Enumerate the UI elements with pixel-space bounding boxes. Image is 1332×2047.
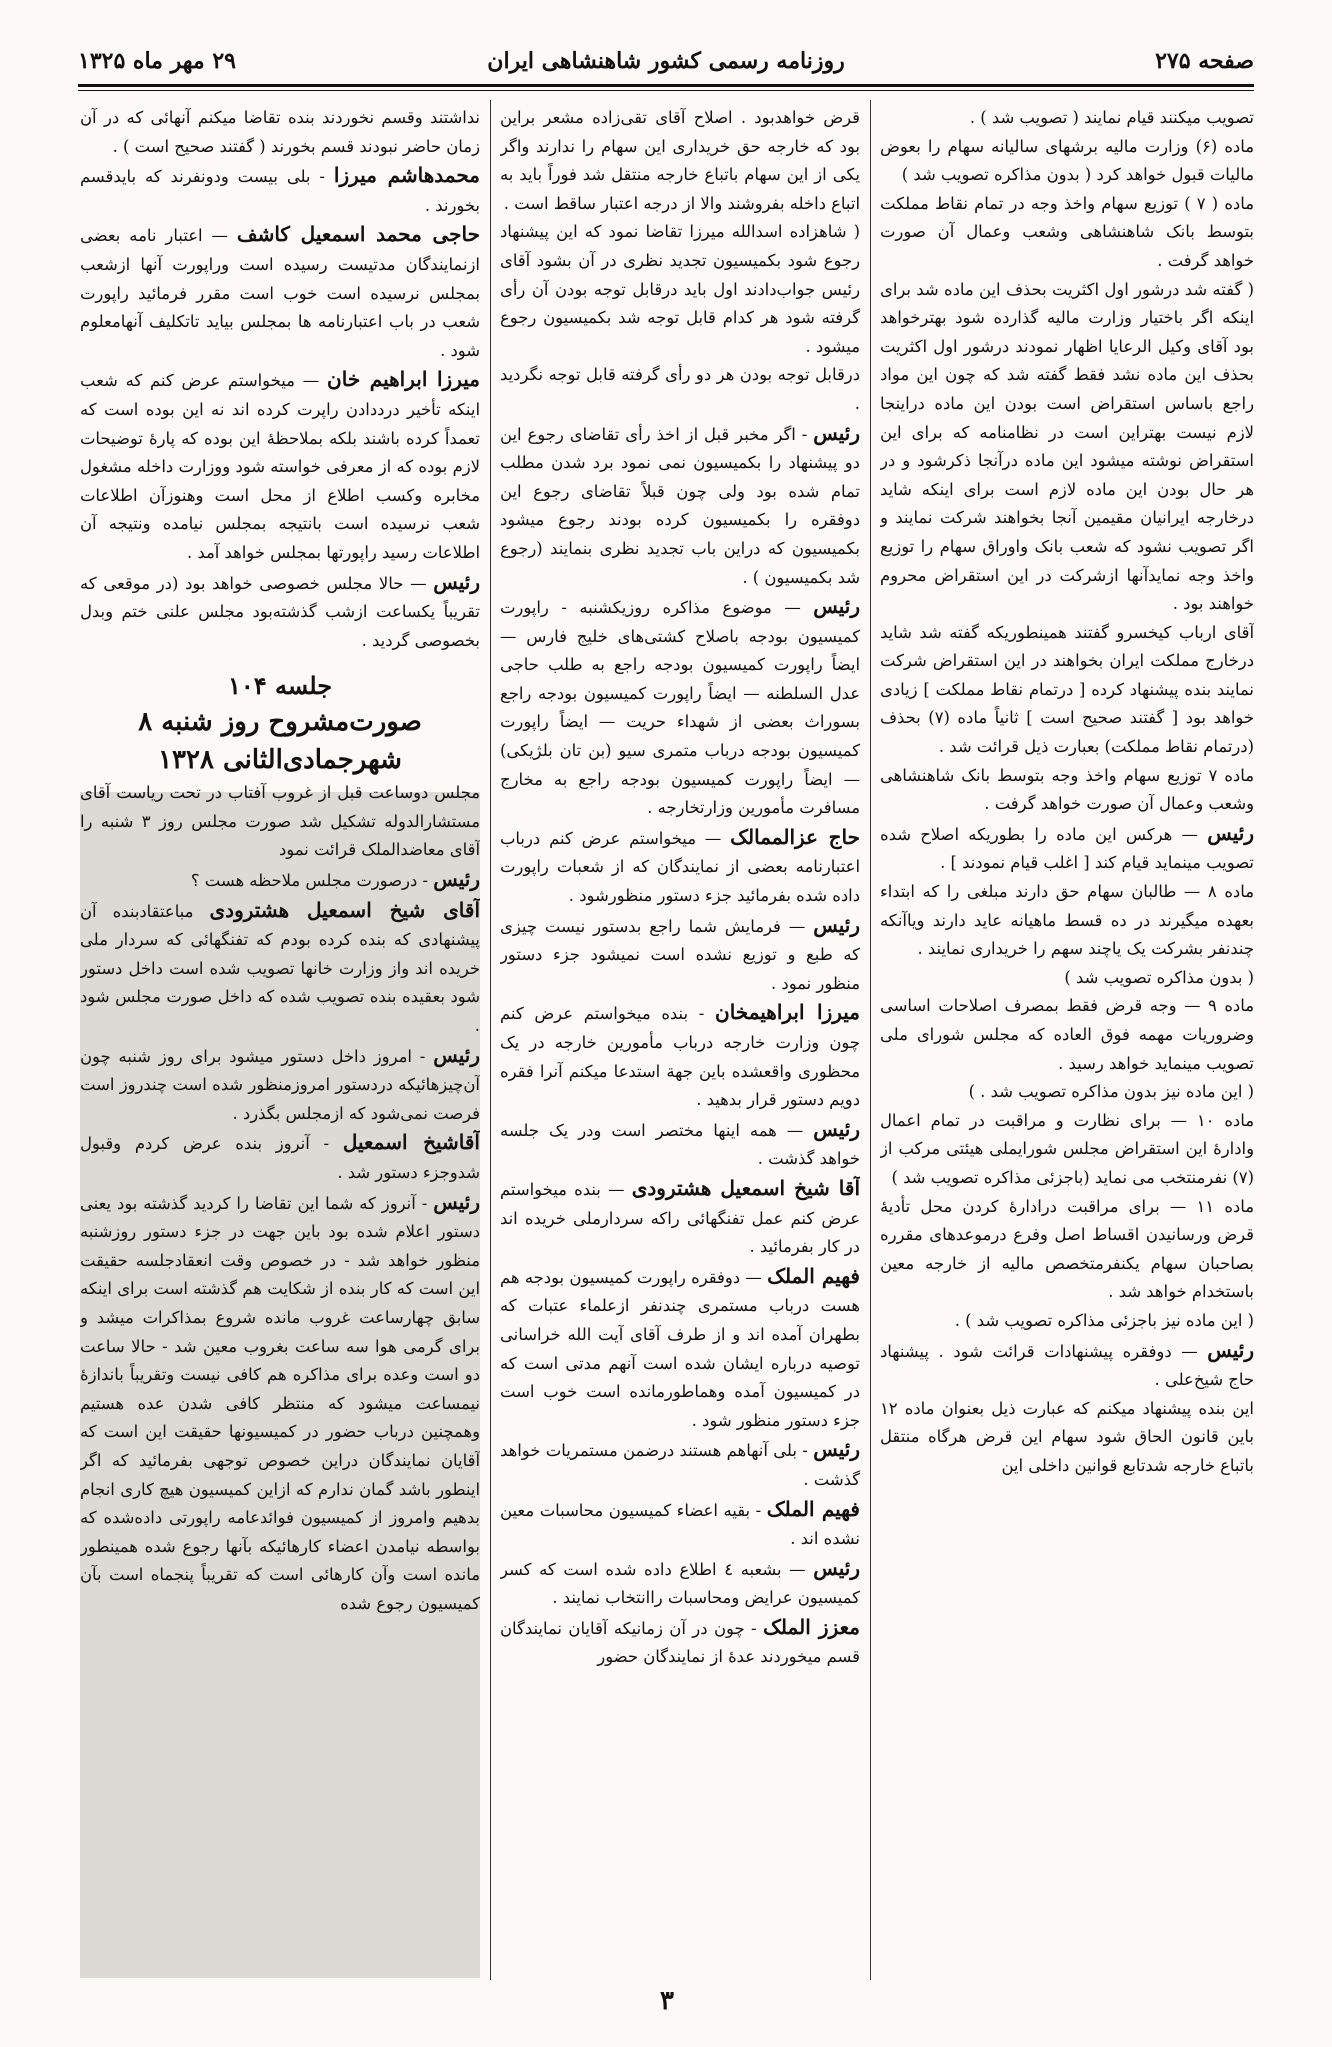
paragraph-text: ( گفته شد درشور اول اکثریت بحذف این ماده شد برای اینکه اگر باختیار وزارت مالیه گذارده شود بهترخواهد بود آقای وکیل الرعایا اظهار نمودند درشور اول اکثریت بحذف این ماده نشد فقط گفته شد که چون این مواد راجع باساس استقراض است بودن این ماده دراینجا لازم نیست بهتراین است در نظامنامه که برای این استقراض نوشته میشود این ماده درآنجا ذکرشود و در هر حال بودن این ماده لازم است برای اینکه شاید درخارجه ایرانیان مقیمین آنجا بخواهند شرکت نمایند و اگر تصویب نشود که شعب بانک واوراق سهام را توزیع واخذ وجه نمایدآنها ازشرکت در این استقراض محروم خواهند بود . xyxy=(880,279,1254,614)
paragraph-text: ماده ۷ توزیع سهام واخذ وجه بتوسط بانک شاهنشاهی وشعب وعمال آن صورت خواهد گرفت . xyxy=(880,765,1254,814)
page-number: ۳ xyxy=(660,1986,674,2016)
paragraph-text: نداشتند وقسم نخوردند بنده تقاضا میکنم آنهائی که در آن زمان حاضر نبودند قسم بخورند ( گفتند صحیح است ) . xyxy=(80,108,480,156)
speaker-name: رئیس xyxy=(433,867,480,892)
paragraph xyxy=(500,911,860,999)
paragraph-text: ( این ماده نیز باجزئی مذاکره تصویب شد ) . xyxy=(954,1310,1254,1330)
paragraph-text: درقابل توجه بودن هر دو رأی گرفته قابل توجه نگردید . xyxy=(500,365,860,413)
paragraph-text: — بنده میخواستم عرض کنم عمل تفنگهائی راکه سردارملی خریده اند در کار بفرمائید . xyxy=(500,1179,860,1257)
speaker-name: میرزا ابراهیمخان xyxy=(715,1000,860,1025)
paragraph xyxy=(500,823,860,911)
paragraph-text: - بنده میخواستم عرض کنم چون وزارت خارجه درباب مأمورین خارجه در یک محظوری واقعشده باین جهة استدعا میکنم آنرا فقره دویم دستور قرار بدهید . xyxy=(500,1004,860,1110)
speaker-name: حاج عزالممالک xyxy=(730,824,860,849)
speaker-name: حاجی محمد اسمعیل کاشف xyxy=(236,222,480,247)
speaker-name: آقاشیخ اسمعیل xyxy=(342,1130,480,1155)
paragraph-text: - اگر مخبر قبل از اخذ رأی تقاضای رجوع این دو پیشنهاد را بکمیسیون نمی نمود برد شدن مطلب تمام شده بود ولی چون قبلاً تقاضای رجوع این دوفقره را بکمیسیون کرده بودند رجوع میشود بکمیسیون که دراین باب تجدید نظری بنمایند (رجوع شد بکمیسیون ) . xyxy=(500,424,860,587)
paragraph-text: — بشعبه ٤ اطلاع داده شده است که کسر کمیسیون عرایض ومحاسبات راانتخاب نمایند . xyxy=(500,1559,860,1608)
paragraph xyxy=(500,998,860,1114)
paragraph xyxy=(500,592,860,823)
paragraph-text: ( شاهزاده اسدالله میرزا تقاضا نمود که این پیشنهاد رجوع شود بکمیسیون تجدید نظری در آن بشود آقای رئیس جواب‌دادند اول باید درقابل توجه بودن آن رأی گرفته شود هر کدام قابل توجه شد بکمیسیون رجوع میشود . xyxy=(500,222,860,356)
paragraph-text: قرض خواهدبود . اصلاح آقای تقی‌زاده مشعر براین بود که خارجه حق خریداری این سهام را ندارند واگر یکی از این سهام باتباع خارجه منتقل شد فوراً باید به اتباع داخله بفروشند والا از درجه اعتبار ساقط است . xyxy=(500,108,860,213)
paragraph xyxy=(880,1078,1254,1107)
paragraph xyxy=(880,1193,1254,1307)
session-subtitle-1: صورت‌مشروح روز شنبه ۸ xyxy=(138,707,422,738)
left-column xyxy=(80,104,480,1974)
paragraph-text: - بقیه اعضاء کمیسیون محاسبات معین نشده اند . xyxy=(500,1500,860,1549)
paragraph-text: ماده ( ۷ ) توزیع سهام واخذ وجه در تمام نقاط مملکت بتوسط بانک شاهنشاهی وشعب وعمال آن صورت خواهد گرفت . xyxy=(880,193,1254,270)
paragraph xyxy=(880,819,1254,878)
paragraph xyxy=(500,1262,860,1436)
paragraph-text: ماده ۸ — طالبان سهام حق دارند مبلغی را که ابتداء بعهده میگیرند در ده قسط ماهیانه عاید دارند ویاآنکه چندنفر بشرکت یک یاچند سهم را خریداری نمایند . xyxy=(880,882,1254,959)
paragraph-text: — دوفقره پیشنهادات قرائت شود . پیشنهاد حاج شیخ‌علی . xyxy=(880,1341,1254,1390)
paragraph-text: - درصورت مجلس ملاحظه هست ؟ xyxy=(190,871,429,891)
paragraph xyxy=(80,1041,480,1129)
paragraph xyxy=(80,896,480,1041)
paragraph xyxy=(880,276,1254,619)
speaker-name: رئیس xyxy=(813,594,860,619)
newspaper-title: روزنامه رسمی کشور شاهنشاهی ایران xyxy=(487,48,845,74)
session-heading xyxy=(80,669,480,779)
paragraph xyxy=(500,419,860,593)
header-rule-thin xyxy=(78,90,1254,91)
paragraph-text: ماده (۶) وزارت مالیه برشهای سالیانه سهام را بعوض مالیات قبول خواهد کرد ( بدون مذاکره تصویب شد ) xyxy=(880,136,1254,185)
column-divider-right xyxy=(870,100,871,1980)
paragraph xyxy=(500,1554,860,1613)
paragraph xyxy=(880,133,1254,190)
paragraph xyxy=(880,1307,1254,1336)
column-divider-left xyxy=(490,100,491,1980)
speaker-name: رئیس xyxy=(433,569,480,594)
paragraph-text: مجلس دوساعت قبل از غروب آفتاب در تحت ریاست آقای مستشارالدوله تشکیل شد صورت مجلس روز ۳ شنبه را آقای معاضدالملک قرائت نمود xyxy=(80,783,480,860)
paragraph-text: — موضوع مذاکره روزیکشنبه - راپورت کمیسیون بودجه باصلاح کشتی‌های خلیج فارس — ایضاً راپورت کمیسیون بودجه راجع به طلب حاجی عدل السلطنه — ایضاً راپورت کمیسیون بودجه راجع بسوراث بعضی از شهداء حریت — ایضاً راپورت کمیسیون بودجه درباب متمری سیو (بن تان بلژیکی) — ایضاً راپورت کمیسیون بودجه راجع به مخارج مسافرت مأمورین وزارتخارجه . xyxy=(500,598,860,818)
paragraph xyxy=(80,104,480,161)
paragraph-text: — میخواستم عرض کنم که شعب اینکه تأخیر درددادن راپرت کرده اند نه این بوده است که تعمداً کرده باشند بلکه بملاحظهٔ این بوده که پارهٔ توضیحات لازم بوده که از معرفی خواسته شود ووزارت داخله مشغول مخابره وکسب اطلاع از محل است وهنوزآن اطلاعات شعب نرسیده است بانتیجه بمجلس نیامده ونتیجه آن اطلاعات رسید راپورتها بمجلس خواهد آمد . xyxy=(80,371,480,562)
paragraph-text: - بلی بیست ودونفرند که بایدقسم بخورند . xyxy=(80,167,480,215)
header-rule-thick xyxy=(78,84,1254,87)
paragraph xyxy=(880,878,1254,964)
paragraph xyxy=(80,1188,480,1619)
paragraph-text: - چون در آن زمانیکه آقایان نمایندگان قسم میخوردند عدهٔ از نمایندگان حضور xyxy=(500,1618,860,1667)
paragraph xyxy=(500,1495,860,1554)
paragraph-text: — اعتبار نامه بعضی ازنمایندگان مدتیست رسیده است وراپورت آنها ازشعب بمجلس نرسیده است خوب است مقرر فرمائید راپورت شعب در باب اعتبارنامه ها بمجلس بیاید تاتکلیف آنهامعلوم شود . xyxy=(80,226,480,360)
paragraph xyxy=(880,1395,1254,1481)
speaker-name: رئیس xyxy=(813,1116,860,1141)
paragraph-text: — حالا مجلس خصوصی خواهد بود (در موقعی که تقریباً یکساعت ازشب گذشته‌بود مجلس علنی ختم وبدل بخصوصی گردید . xyxy=(80,573,480,650)
speaker-name: رئیس xyxy=(1207,1337,1254,1362)
paragraph xyxy=(880,964,1254,993)
paragraph-text: — فرمایش شما راجع بدستور نیست چیزی که طبع و توزیع نشده است نمیشود جزء دستور منظور نمود . xyxy=(500,916,860,993)
paragraph xyxy=(880,762,1254,819)
issue-date: ۲۹ مهر ماه ۱۳۲۵ xyxy=(78,48,236,74)
paragraph xyxy=(880,1336,1254,1395)
paragraph xyxy=(500,1613,860,1672)
session-subtitle-2: شهرجمادی‌الثانی ۱۳۲۸ xyxy=(158,745,402,776)
speaker-name: آقا شیخ اسمعیل هشترودی xyxy=(631,1175,860,1200)
paragraph xyxy=(880,619,1254,762)
paragraph-text: ماده ۱۰ — برای نظارت و مراقبت در تمام اعمال وادارهٔ این استقراض مجلس شورایملی هیئتی مرکب از (۷) نفرمنتخب می نماید (باجزئی مذاکره تصویب شد ) xyxy=(880,1110,1254,1187)
paragraph-text: — هرکس این ماده را بطوریکه اصلاح شده تصویب مینماید قیام کند [ اغلب قیام نمودند ] . xyxy=(880,824,1254,873)
speaker-name: رئیس xyxy=(813,1437,860,1462)
paragraph xyxy=(880,104,1254,133)
paragraph-text: آقای ارباب کیخسرو گفتند همینطوریکه گفته شد شاید درخارج مملکت ایران بخواهند در این استقراض شرکت نمایند بنده پیشنهاد کرده [ درتمام نقاط مملکت ] زیادی خواهد بود [ گفتند صحیح است ] ثانیاً ماده (۷) بحذف (درتمام نقاط مملکت) بعبارت ذیل قرائت شد . xyxy=(880,622,1254,757)
paragraph-text: ( بدون مذاکره تصویب شد ) xyxy=(1064,967,1254,987)
paragraph-text: - امروز داخل دستور میشود برای روز شنبه چون آن‌چیزهائیکه دردستور امروزمنظور شده است چندروز است فرصت نمی‌شود که ازمجلس بگذرد . xyxy=(80,1046,480,1123)
page-number-label: صفحه ۲۷۵ xyxy=(1155,48,1254,74)
paragraph-text: تصویب میکنند قیام نمایند ( تصویب شد ) . xyxy=(969,108,1254,127)
paragraph xyxy=(80,779,480,865)
speaker-name: فهیم الملک xyxy=(766,1496,860,1521)
speaker-name: میرزا ابراهیم خان xyxy=(327,367,480,392)
paragraph-text: — همه اینها مختصر است ودر یک جلسه خواهد گذشت . xyxy=(500,1120,860,1169)
paragraph xyxy=(80,365,480,567)
paragraph xyxy=(500,218,860,361)
paragraph-text: — میخواستم عرض کنم درباب اعتبارنامه بعضی از نمایندگان که از شعبات راپورت داده شده بفرمائید جزء دستور منظورشود . xyxy=(500,828,860,906)
paragraph xyxy=(80,568,480,656)
paragraph-text: - بلی آنهاهم هستند درضمن مستمریات خواهد گذشت . xyxy=(500,1441,860,1489)
paragraph xyxy=(880,992,1254,1078)
speaker-name: آقای شیخ اسمعیل هشترودی xyxy=(209,897,480,922)
page-header xyxy=(78,44,1254,84)
paragraph xyxy=(500,361,860,418)
paragraph-text: - آنروز که شما این تقاضا را کردید گذشته بود یعنی دستور اعلام شده بود باین جهت در جزء دستور روزشنبه منظور خواهد شد - در خصوص وقت انعقادجلسه حقیقت این است که کار بنده از شکایت هم گذشته است برای اینکه سابق چهارساعت غروب مانده شروع بمذاکرات میشد و برای گرمی هوا سه ساعت بغروب معین شد - حالا ساعت دو است وعده برای مذاکره هم کافی نیست وتقریباً باندازهٔ نیمساعت میشود که منتظر کافی شدن عده هستیم وهمچنین درباب حضور در کمیسیونها حقیقت این است که آقایان نمایندگان دراین خصوص توجهی بفرمائید که اگر اینطور باشد گمان ندارم که ازاین کمیسیون هیچ کاری انجام بدهیم وامروز از کمیسیون فوائدعامه راپورتی داده‌شده که بواسطه نیامدن اعضاء کارهائیکه بآنها رجوع شده همینطور مانده است وآن کارهائی است که تقریباً پنجماه است بآن کمیسیون رجوع شده xyxy=(80,1193,480,1613)
paragraph xyxy=(80,220,480,365)
paragraph-text: ( این ماده نیز بدون مذاکره تصویب شد . ) xyxy=(968,1082,1254,1102)
paragraph xyxy=(880,190,1254,276)
speaker-name: رئیس xyxy=(1207,820,1254,845)
paragraph xyxy=(880,1107,1254,1193)
left-column-top xyxy=(80,104,480,655)
paragraph-text: - آنروز بنده عرض کردم وقبول شدوجزء دستور شد . xyxy=(80,1134,480,1182)
paragraph xyxy=(80,161,480,220)
paragraph xyxy=(500,1115,860,1174)
speaker-name: فهیم الملک xyxy=(767,1263,860,1288)
speaker-name: محمدهاشم میرزا xyxy=(333,163,480,188)
paragraph-text: مباعتقادبنده آن پیشنهادی که بنده کرده بودم که تفنگهائی که سردار ملی خریده اند واز وزارت خانها تصویب شده است داخل دستور شود بعقیده بنده تصویب شده که داخل صورت مجلس شود . xyxy=(80,901,480,1036)
session-title: جلسه ۱۰۴ xyxy=(227,671,333,701)
paragraph xyxy=(80,1128,480,1187)
left-column-session xyxy=(80,779,480,1618)
paragraph-text: — دوفقره راپورت کمیسیون بودجه هم هست درباب مستمری چندنفر ازعلماء عتبات که بطهران آمده اند و از طرف آقای آیت الله خراسانی توصیه درباره ایشان شده است آنهم مدتی است که در کمیسیون آمده وهماطورمانده است خوب است جزء دستور منظور شود . xyxy=(500,1267,860,1430)
speaker-name: رئیس xyxy=(433,1042,480,1067)
paragraph-text: ماده ۱۱ — برای مراقبت درادارهٔ کردن محل تأدیهٔ قرض ورسانیدن اقساط اصل وفرع درموعدهای مقرره بصاحبان سهام یکنفرمتخصص مالیه از خارجه معین باستخدام خواهد شد . xyxy=(880,1196,1254,1302)
paragraph xyxy=(500,1435,860,1494)
speaker-name: رئیس xyxy=(433,1189,480,1214)
paragraph xyxy=(80,865,480,896)
middle-column xyxy=(500,104,860,1974)
paragraph xyxy=(500,1174,860,1262)
paragraph-text: این بنده پیشنهاد میکنم که عبارت ذیل بعنوان ماده ۱۲ باین قانون الحاق شود سهام این قرض هرگاه منتقل باتباع خارجه شدتابع قوانین داخلی این xyxy=(880,1398,1254,1475)
speaker-name: رئیس xyxy=(813,1555,860,1580)
speaker-name: معزز الملک xyxy=(763,1614,860,1639)
speaker-name: رئیس xyxy=(813,420,860,445)
paragraph-text: ماده ۹ — وجه قرض فقط بمصرف اصلاحات اساسی وضروریات مهمه فوق العاده که مجلس شورای ملی تصویب مینماید خواهد رسید . xyxy=(880,996,1254,1073)
right-column xyxy=(880,104,1254,1974)
speaker-name: رئیس xyxy=(813,912,860,937)
paragraph xyxy=(500,104,860,218)
